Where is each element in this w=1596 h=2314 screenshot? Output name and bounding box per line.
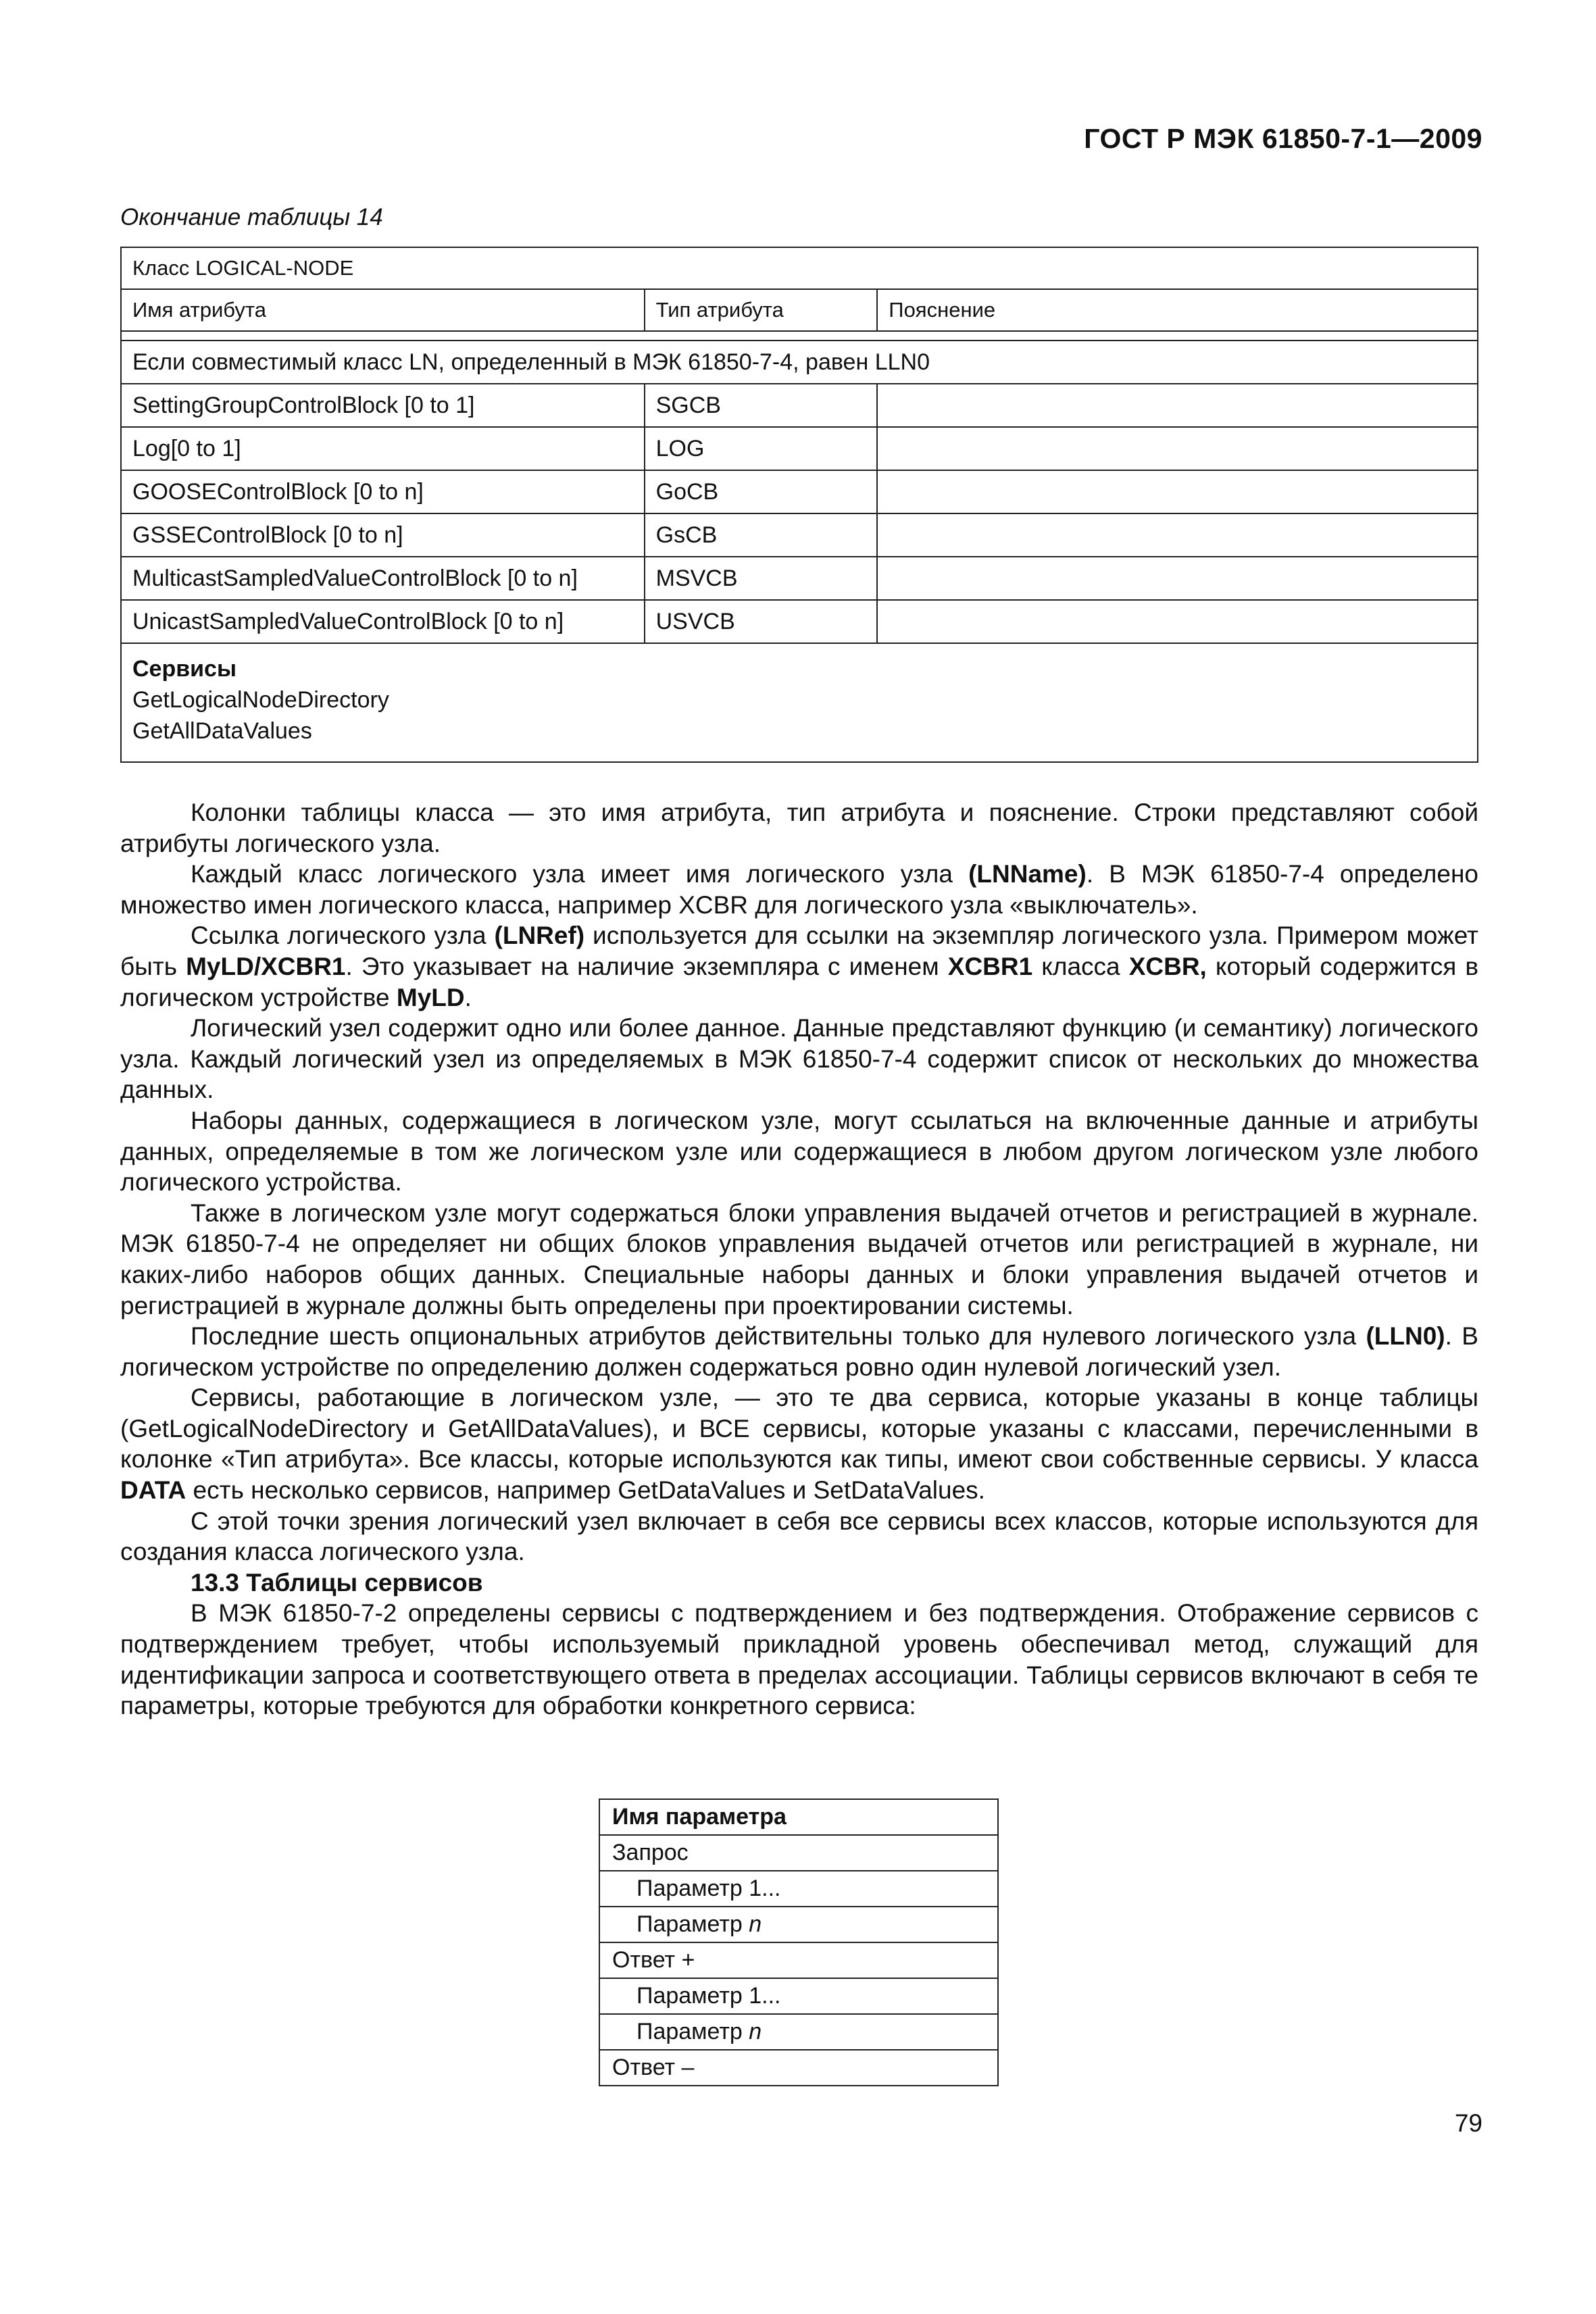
- attribute-note: [877, 600, 1478, 643]
- attribute-type: GsCB: [645, 513, 878, 557]
- paragraph: Каждый класс логического узла имеет имя логического узла (LNName). В МЭК 61850-7-4 определено множество имен логического класса, например XCBR для логического узла «выключатель».: [120, 860, 1478, 919]
- attribute-name: UnicastSampledValueControlBlock [0 to n]: [121, 600, 645, 643]
- params-table: [599, 1799, 999, 2086]
- attribute-note: [877, 557, 1478, 600]
- attribute-note: [877, 513, 1478, 557]
- table-row: [121, 384, 1478, 427]
- attribute-name: MulticastSampledValueControlBlock [0 to n]: [121, 557, 645, 600]
- services-cell: [121, 643, 1478, 762]
- attribute-note: [877, 427, 1478, 470]
- document-header: ГОСТ Р МЭК 61850-7-1—2009: [1084, 123, 1482, 154]
- params-response-p1: Параметр 1...: [599, 1978, 998, 2014]
- table-row: [121, 427, 1478, 470]
- attribute-name: GSSEControlBlock [0 to n]: [121, 513, 645, 557]
- attribute-name: Log[0 to 1]: [121, 427, 645, 470]
- service-item: GetLogicalNodeDirectory: [132, 687, 389, 713]
- class-table: [120, 247, 1478, 763]
- column-header-note: Пояснение: [877, 289, 1478, 331]
- attribute-name: SettingGroupControlBlock [0 to 1]: [121, 384, 645, 427]
- attribute-note: [877, 470, 1478, 513]
- attribute-type: LOG: [645, 427, 878, 470]
- params-request-p1: Параметр 1...: [599, 1871, 998, 1907]
- paragraph: Наборы данных, содержащиеся в логическом узле, могут ссылаться на включенные данные и атрибуты данных, определяемые в том же логическом узле или содержащиеся в любом другом логическом узле любого логического устройства.: [120, 1106, 1478, 1197]
- params-header: Имя параметра: [599, 1799, 998, 1835]
- attribute-type: GoCB: [645, 470, 878, 513]
- paragraph: С этой точки зрения логический узел включает в себя все сервисы всех классов, которые используются для создания класса логического узла.: [120, 1507, 1478, 1566]
- service-item: GetAllDataValues: [132, 718, 312, 744]
- table-row: [121, 600, 1478, 643]
- section-heading: 13.3 Таблицы сервисов: [191, 1568, 483, 1596]
- table-caption: Окончание таблицы 14: [120, 204, 383, 230]
- page-number: 79: [1454, 2109, 1482, 2137]
- paragraph: Колонки таблицы класса — это имя атрибута, тип атрибута и пояснение. Строки представляют собой атрибуты логического узла.: [120, 799, 1478, 857]
- params-response-pn: Параметр n: [599, 2014, 998, 2050]
- paragraph: Сервисы, работающие в логическом узле, — это те два сервиса, которые указаны в конце таблицы (GetLogicalNodeDirectory и GetAllDataValues), и ВСЕ сервисы, которые указаны с классами, перечисленными в колонке «Тип атрибута». Все классы, которые используются как типы, имеют свои собственные сервисы. У класса DATA есть несколько сервисов, например GetDataValues и SetDataValues.: [120, 1384, 1478, 1505]
- paragraph: Логический узел содержит одно или более данное. Данные представляют функцию (и семантику) логического узла. Каждый логический узел из определяемых в МЭК 61850-7-4 содержит список от нескольких до множества данных.: [120, 1014, 1478, 1104]
- services-title: Сервисы: [132, 656, 236, 682]
- body-text: [120, 797, 1478, 1721]
- column-header-type: Тип атрибута: [645, 289, 878, 331]
- attribute-note: [877, 384, 1478, 427]
- attribute-type: MSVCB: [645, 557, 878, 600]
- attribute-type: SGCB: [645, 384, 878, 427]
- column-header-name: Имя атрибута: [121, 289, 645, 331]
- paragraph: Ссылка логического узла (LNRef) используется для ссылки на экземпляр логического узла. Примером может быть MyLD/XCBR1. Это указывает на наличие экземпляра с именем XCBR1 класса XCBR, который содержится в логическом устройстве MyLD.: [120, 922, 1478, 1011]
- table-row: [121, 557, 1478, 600]
- table-spacer: [121, 331, 1478, 341]
- params-request-pn: Параметр n: [599, 1907, 998, 1942]
- attribute-name: GOOSEControlBlock [0 to n]: [121, 470, 645, 513]
- table-row: [121, 513, 1478, 557]
- paragraph: Также в логическом узле могут содержаться блоки управления выдачей отчетов и регистрацией в журнале. МЭК 61850-7-4 не определяет ни общих блоков управления выдачей отчетов или регистрацией в журнале, ни каких-либо наборов общих данных. Специальные наборы данных и блоки управления выдачей отчетов и регистрацией в журнале должны быть определены при проектировании системы.: [120, 1199, 1478, 1319]
- class-row: Класс LOGICAL-NODE: [121, 247, 1478, 289]
- params-request: Запрос: [599, 1835, 998, 1871]
- params-response-minus: Ответ –: [599, 2050, 998, 2086]
- condition-row: Если совместимый класс LN, определенный в МЭК 61850-7-4, равен LLN0: [121, 341, 1478, 384]
- paragraph: Последние шесть опциональных атрибутов действительны только для нулевого логического узла (LLN0). В логическом устройстве по определению должен содержаться ровно один нулевой логический узел.: [120, 1322, 1478, 1381]
- paragraph: В МЭК 61850-7-2 определены сервисы с подтверждением и без подтверждения. Отображение сервисов с подтверждением требует, чтобы используемый прикладной уровень обеспечивал метод, служащий для идентификации запроса и соответствующего ответа в пределах ассоциации. Таблицы сервисов включают в себя те параметры, которые требуются для обработки конкретного сервиса:: [120, 1599, 1478, 1720]
- attribute-type: USVCB: [645, 600, 878, 643]
- params-response-plus: Ответ +: [599, 1942, 998, 1978]
- table-row: [121, 470, 1478, 513]
